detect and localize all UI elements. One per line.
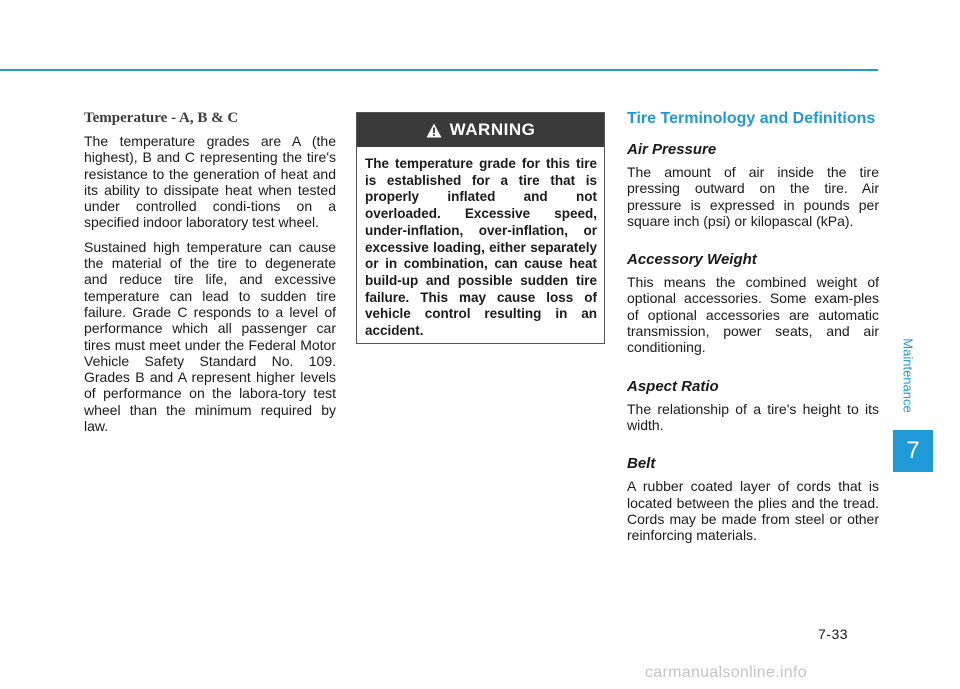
definition-belt	[627, 455, 879, 543]
section-title: Tire Terminology and Definitions	[627, 110, 876, 127]
temperature-heading: Temperature - A, B & C	[84, 110, 239, 126]
warning-triangle-icon	[426, 123, 442, 138]
paragraph: The temperature grades are A (the highest), B and C representing the tire's resistance to the generation of heat and its ability to dissipate heat when tested under controlled condi-tions on a specified indoor laboratory test wheel.	[84, 133, 336, 231]
definition-heading: Air Pressure	[627, 141, 717, 158]
warning-label: WARNING	[449, 120, 536, 139]
definition-text: The relationship of a tire's height to its width.	[627, 400, 879, 433]
left-column	[84, 110, 336, 442]
definition-heading: Aspect Ratio	[627, 377, 719, 395]
definition-text: This means the combined weight of optional accessories. Some exam-ples of optional accessories are automatic transmission, power seats, and air conditioning.	[627, 274, 879, 356]
warning-text: The temperature grade for this tire is established for a tire that is properly inflated and not overloaded. Excessive speed, under-inflation, over-inflation, or excessive loading, either separately or in combination, can cause heat build-up and possible sudden tire failure. This may cause loss of vehicle control resulting in an accident.	[365, 156, 597, 339]
right-column	[627, 110, 879, 565]
definition-text: A rubber coated layer of cords that is located between the plies and the tread. Cords may be made from steel or other reinforcing materials.	[627, 478, 879, 544]
definition-aspect-ratio	[627, 378, 879, 434]
chapter-tab: 7	[893, 430, 933, 472]
chapter-side-label	[898, 320, 918, 430]
definition-heading: Belt	[627, 455, 656, 473]
paragraph: Sustained high temperature can cause the material of the tire to degenerate and reduce tire life, and excessive temperature can lead to sudden tire failure. Grade C responds to a level of performance which all passenger car tires must meet under the Federal Motor Vehicle Safety Standard No. 109. Grades B and A represent higher levels of performance on the labora-tory test wheel than the minimum required by law.	[84, 238, 336, 435]
definition-accessory-weight	[627, 251, 879, 355]
page-number: 7-33	[818, 626, 849, 642]
top-rule	[0, 69, 878, 71]
chapter-name: Maintenance	[900, 337, 916, 413]
definition-text: The amount of air inside the tire pressing outward on the tire. Air pressure is expressed in pounds per square inch (psi) or kilopascal (kPa).	[627, 164, 879, 229]
warning-header	[357, 113, 604, 147]
watermark: carmanualsonline.info	[645, 664, 807, 681]
warning-box	[356, 112, 605, 344]
definition-heading: Accessory Weight	[627, 251, 757, 269]
definition-air-pressure	[627, 141, 879, 229]
